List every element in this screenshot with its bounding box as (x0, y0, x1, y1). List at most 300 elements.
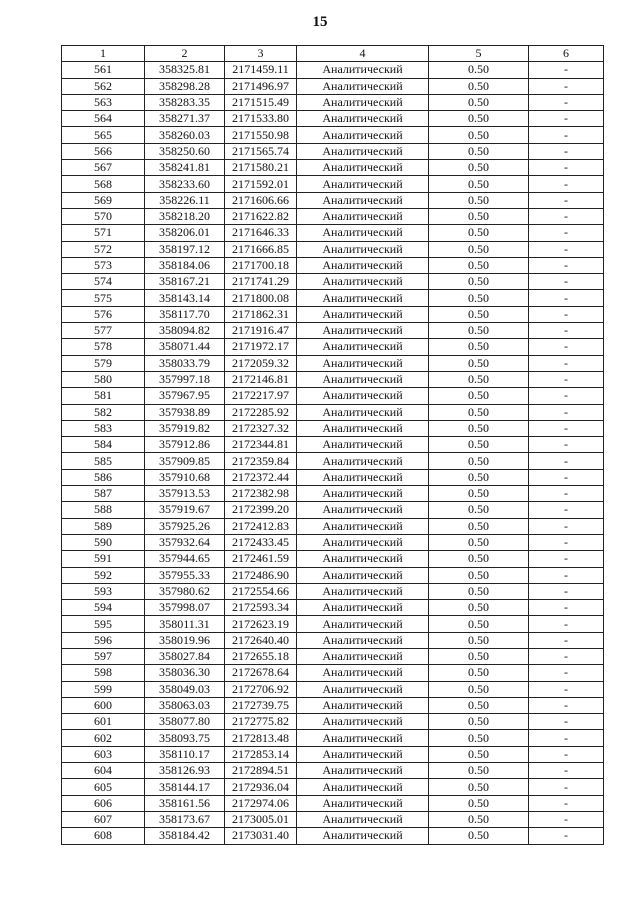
y-coordinate-cell: 2172327.32 (225, 420, 297, 436)
x-coordinate-cell: 358173.67 (145, 811, 225, 827)
x-coordinate-cell: 358184.06 (145, 257, 225, 273)
y-coordinate-cell: 2171622.82 (225, 208, 297, 224)
method-cell: Аналитический (297, 551, 429, 567)
y-coordinate-cell: 2171700.18 (225, 257, 297, 273)
accuracy-cell: 0.50 (429, 551, 529, 567)
page-number: 15 (312, 14, 328, 30)
accuracy-cell: 0.50 (429, 355, 529, 371)
x-coordinate-cell: 358197.12 (145, 241, 225, 257)
note-cell: - (529, 225, 604, 241)
note-cell: - (529, 469, 604, 485)
method-cell: Аналитический (297, 111, 429, 127)
method-cell: Аналитический (297, 94, 429, 110)
y-coordinate-cell: 2171533.80 (225, 111, 297, 127)
note-cell: - (529, 518, 604, 534)
note-cell: - (529, 143, 604, 159)
note-cell: - (529, 811, 604, 827)
table-row (62, 420, 604, 436)
note-cell: - (529, 437, 604, 453)
point-number-cell: 596 (62, 632, 145, 648)
x-coordinate-cell: 358011.31 (145, 616, 225, 632)
y-coordinate-cell: 2172706.92 (225, 681, 297, 697)
point-number-cell: 581 (62, 388, 145, 404)
table-row (62, 78, 604, 94)
point-number-cell: 566 (62, 143, 145, 159)
x-coordinate-cell: 358019.96 (145, 632, 225, 648)
note-cell: - (529, 486, 604, 502)
note-cell: - (529, 323, 604, 339)
x-coordinate-cell: 358226.11 (145, 192, 225, 208)
method-cell: Аналитический (297, 371, 429, 387)
y-coordinate-cell: 2171580.21 (225, 160, 297, 176)
accuracy-cell: 0.50 (429, 192, 529, 208)
x-coordinate-cell: 358036.30 (145, 665, 225, 681)
accuracy-cell: 0.50 (429, 160, 529, 176)
table-row (62, 697, 604, 713)
y-coordinate-cell: 2172640.40 (225, 632, 297, 648)
column-header: 5 (429, 46, 529, 62)
x-coordinate-cell: 357967.95 (145, 388, 225, 404)
point-number-cell: 589 (62, 518, 145, 534)
column-header: 1 (62, 46, 145, 62)
accuracy-cell: 0.50 (429, 274, 529, 290)
x-coordinate-cell: 358184.42 (145, 828, 225, 844)
point-number-cell: 592 (62, 567, 145, 583)
x-coordinate-cell: 358283.35 (145, 94, 225, 110)
y-coordinate-cell: 2171550.98 (225, 127, 297, 143)
table-row (62, 600, 604, 616)
method-cell: Аналитический (297, 779, 429, 795)
method-cell: Аналитический (297, 746, 429, 762)
y-coordinate-cell: 2172678.64 (225, 665, 297, 681)
point-number-cell: 570 (62, 208, 145, 224)
table-row (62, 143, 604, 159)
y-coordinate-cell: 2171606.66 (225, 192, 297, 208)
note-cell: - (529, 192, 604, 208)
point-number-cell: 607 (62, 811, 145, 827)
method-cell: Аналитический (297, 143, 429, 159)
accuracy-cell: 0.50 (429, 388, 529, 404)
method-cell: Аналитический (297, 453, 429, 469)
table-row (62, 62, 604, 78)
table-row (62, 192, 604, 208)
point-number-cell: 575 (62, 290, 145, 306)
y-coordinate-cell: 2171565.74 (225, 143, 297, 159)
accuracy-cell: 0.50 (429, 94, 529, 110)
x-coordinate-cell: 357932.64 (145, 534, 225, 550)
accuracy-cell: 0.50 (429, 583, 529, 599)
x-coordinate-cell: 357912.86 (145, 437, 225, 453)
accuracy-cell: 0.50 (429, 518, 529, 534)
column-header: 2 (145, 46, 225, 62)
table-row (62, 795, 604, 811)
point-number-cell: 561 (62, 62, 145, 78)
point-number-cell: 583 (62, 420, 145, 436)
note-cell: - (529, 127, 604, 143)
accuracy-cell: 0.50 (429, 648, 529, 664)
point-number-cell: 563 (62, 94, 145, 110)
table-row (62, 534, 604, 550)
x-coordinate-cell: 358071.44 (145, 339, 225, 355)
accuracy-cell: 0.50 (429, 534, 529, 550)
y-coordinate-cell: 2172372.44 (225, 469, 297, 485)
x-coordinate-cell: 358093.75 (145, 730, 225, 746)
point-number-cell: 582 (62, 404, 145, 420)
x-coordinate-cell: 358033.79 (145, 355, 225, 371)
table-row (62, 567, 604, 583)
table-row (62, 518, 604, 534)
point-number-cell: 593 (62, 583, 145, 599)
y-coordinate-cell: 2171496.97 (225, 78, 297, 94)
accuracy-cell: 0.50 (429, 437, 529, 453)
point-number-cell: 588 (62, 502, 145, 518)
y-coordinate-cell: 2172739.75 (225, 697, 297, 713)
x-coordinate-cell: 357909.85 (145, 453, 225, 469)
point-number-cell: 564 (62, 111, 145, 127)
accuracy-cell: 0.50 (429, 502, 529, 518)
accuracy-cell: 0.50 (429, 632, 529, 648)
method-cell: Аналитический (297, 306, 429, 322)
note-cell: - (529, 681, 604, 697)
table-row (62, 437, 604, 453)
x-coordinate-cell: 357913.53 (145, 486, 225, 502)
note-cell: - (529, 420, 604, 436)
point-number-cell: 576 (62, 306, 145, 322)
x-coordinate-cell: 358271.37 (145, 111, 225, 127)
y-coordinate-cell: 2172593.34 (225, 600, 297, 616)
accuracy-cell: 0.50 (429, 811, 529, 827)
note-cell: - (529, 795, 604, 811)
table-header-row (62, 46, 604, 62)
x-coordinate-cell: 357919.67 (145, 502, 225, 518)
note-cell: - (529, 583, 604, 599)
point-number-cell: 572 (62, 241, 145, 257)
column-header: 3 (225, 46, 297, 62)
table-row (62, 453, 604, 469)
accuracy-cell: 0.50 (429, 828, 529, 844)
point-number-cell: 578 (62, 339, 145, 355)
y-coordinate-cell: 2172344.81 (225, 437, 297, 453)
x-coordinate-cell: 358167.21 (145, 274, 225, 290)
point-number-cell: 591 (62, 551, 145, 567)
method-cell: Аналитический (297, 208, 429, 224)
accuracy-cell: 0.50 (429, 323, 529, 339)
method-cell: Аналитический (297, 339, 429, 355)
x-coordinate-cell: 357998.07 (145, 600, 225, 616)
note-cell: - (529, 648, 604, 664)
point-number-cell: 584 (62, 437, 145, 453)
note-cell: - (529, 665, 604, 681)
table-row (62, 225, 604, 241)
method-cell: Аналитический (297, 323, 429, 339)
x-coordinate-cell: 358241.81 (145, 160, 225, 176)
method-cell: Аналитический (297, 697, 429, 713)
table-row (62, 665, 604, 681)
note-cell: - (529, 632, 604, 648)
accuracy-cell: 0.50 (429, 567, 529, 583)
table-row (62, 811, 604, 827)
point-number-cell: 567 (62, 160, 145, 176)
table-row (62, 127, 604, 143)
accuracy-cell: 0.50 (429, 290, 529, 306)
accuracy-cell: 0.50 (429, 746, 529, 762)
method-cell: Аналитический (297, 160, 429, 176)
table-row (62, 648, 604, 664)
method-cell: Аналитический (297, 274, 429, 290)
y-coordinate-cell: 2172894.51 (225, 763, 297, 779)
point-number-cell: 598 (62, 665, 145, 681)
accuracy-cell: 0.50 (429, 127, 529, 143)
accuracy-cell: 0.50 (429, 697, 529, 713)
point-number-cell: 603 (62, 746, 145, 762)
table-row (62, 828, 604, 844)
method-cell: Аналитический (297, 127, 429, 143)
method-cell: Аналитический (297, 290, 429, 306)
note-cell: - (529, 779, 604, 795)
point-number-cell: 602 (62, 730, 145, 746)
x-coordinate-cell: 358298.28 (145, 78, 225, 94)
method-cell: Аналитический (297, 404, 429, 420)
table-row (62, 241, 604, 257)
accuracy-cell: 0.50 (429, 486, 529, 502)
note-cell: - (529, 697, 604, 713)
y-coordinate-cell: 2172433.45 (225, 534, 297, 550)
note-cell: - (529, 763, 604, 779)
table-row (62, 339, 604, 355)
point-number-cell: 571 (62, 225, 145, 241)
note-cell: - (529, 600, 604, 616)
y-coordinate-cell: 2171862.31 (225, 306, 297, 322)
note-cell: - (529, 616, 604, 632)
point-number-cell: 587 (62, 486, 145, 502)
point-number-cell: 590 (62, 534, 145, 550)
note-cell: - (529, 567, 604, 583)
column-header: 6 (529, 46, 604, 62)
point-number-cell: 586 (62, 469, 145, 485)
note-cell: - (529, 453, 604, 469)
method-cell: Аналитический (297, 469, 429, 485)
accuracy-cell: 0.50 (429, 208, 529, 224)
method-cell: Аналитический (297, 176, 429, 192)
note-cell: - (529, 208, 604, 224)
y-coordinate-cell: 2172461.59 (225, 551, 297, 567)
point-number-cell: 599 (62, 681, 145, 697)
y-coordinate-cell: 2172853.14 (225, 746, 297, 762)
accuracy-cell: 0.50 (429, 665, 529, 681)
table-body (62, 62, 604, 844)
note-cell: - (529, 274, 604, 290)
y-coordinate-cell: 2172412.83 (225, 518, 297, 534)
y-coordinate-cell: 2171646.33 (225, 225, 297, 241)
table-row (62, 616, 604, 632)
x-coordinate-cell: 358233.60 (145, 176, 225, 192)
x-coordinate-cell: 358161.56 (145, 795, 225, 811)
method-cell: Аналитический (297, 534, 429, 550)
method-cell: Аналитический (297, 600, 429, 616)
method-cell: Аналитический (297, 828, 429, 844)
table-row (62, 290, 604, 306)
accuracy-cell: 0.50 (429, 763, 529, 779)
note-cell: - (529, 241, 604, 257)
point-number-cell: 569 (62, 192, 145, 208)
y-coordinate-cell: 2171459.11 (225, 62, 297, 78)
y-coordinate-cell: 2171972.17 (225, 339, 297, 355)
table-row (62, 714, 604, 730)
x-coordinate-cell: 358063.03 (145, 697, 225, 713)
table-row (62, 111, 604, 127)
column-header: 4 (297, 46, 429, 62)
y-coordinate-cell: 2172974.06 (225, 795, 297, 811)
table-row (62, 746, 604, 762)
method-cell: Аналитический (297, 241, 429, 257)
x-coordinate-cell: 357955.33 (145, 567, 225, 583)
y-coordinate-cell: 2171741.29 (225, 274, 297, 290)
table-row (62, 257, 604, 273)
y-coordinate-cell: 2172217.97 (225, 388, 297, 404)
accuracy-cell: 0.50 (429, 111, 529, 127)
x-coordinate-cell: 358260.03 (145, 127, 225, 143)
table-row (62, 632, 604, 648)
method-cell: Аналитический (297, 225, 429, 241)
point-number-cell: 597 (62, 648, 145, 664)
accuracy-cell: 0.50 (429, 225, 529, 241)
table-row (62, 469, 604, 485)
method-cell: Аналитический (297, 811, 429, 827)
table-row (62, 730, 604, 746)
point-number-cell: 568 (62, 176, 145, 192)
y-coordinate-cell: 2172775.82 (225, 714, 297, 730)
table-row (62, 160, 604, 176)
table-row (62, 486, 604, 502)
table-row (62, 355, 604, 371)
x-coordinate-cell: 357944.65 (145, 551, 225, 567)
point-number-cell: 595 (62, 616, 145, 632)
point-number-cell: 606 (62, 795, 145, 811)
y-coordinate-cell: 2172813.48 (225, 730, 297, 746)
method-cell: Аналитический (297, 355, 429, 371)
y-coordinate-cell: 2172059.32 (225, 355, 297, 371)
accuracy-cell: 0.50 (429, 779, 529, 795)
note-cell: - (529, 306, 604, 322)
note-cell: - (529, 62, 604, 78)
coordinates-table (61, 45, 604, 845)
accuracy-cell: 0.50 (429, 241, 529, 257)
table-row (62, 551, 604, 567)
accuracy-cell: 0.50 (429, 62, 529, 78)
method-cell: Аналитический (297, 502, 429, 518)
x-coordinate-cell: 358325.81 (145, 62, 225, 78)
x-coordinate-cell: 358077.80 (145, 714, 225, 730)
point-number-cell: 562 (62, 78, 145, 94)
point-number-cell: 605 (62, 779, 145, 795)
accuracy-cell: 0.50 (429, 730, 529, 746)
x-coordinate-cell: 358117.70 (145, 306, 225, 322)
x-coordinate-cell: 357938.89 (145, 404, 225, 420)
table-row (62, 371, 604, 387)
y-coordinate-cell: 2172399.20 (225, 502, 297, 518)
y-coordinate-cell: 2171666.85 (225, 241, 297, 257)
note-cell: - (529, 290, 604, 306)
point-number-cell: 579 (62, 355, 145, 371)
point-number-cell: 577 (62, 323, 145, 339)
method-cell: Аналитический (297, 648, 429, 664)
x-coordinate-cell: 358094.82 (145, 323, 225, 339)
accuracy-cell: 0.50 (429, 78, 529, 94)
table-row (62, 176, 604, 192)
note-cell: - (529, 551, 604, 567)
point-number-cell: 565 (62, 127, 145, 143)
table-row (62, 763, 604, 779)
y-coordinate-cell: 2173031.40 (225, 828, 297, 844)
y-coordinate-cell: 2173005.01 (225, 811, 297, 827)
accuracy-cell: 0.50 (429, 371, 529, 387)
x-coordinate-cell: 357919.82 (145, 420, 225, 436)
method-cell: Аналитический (297, 388, 429, 404)
y-coordinate-cell: 2172382.98 (225, 486, 297, 502)
x-coordinate-cell: 357910.68 (145, 469, 225, 485)
method-cell: Аналитический (297, 632, 429, 648)
accuracy-cell: 0.50 (429, 616, 529, 632)
x-coordinate-cell: 358027.84 (145, 648, 225, 664)
method-cell: Аналитический (297, 62, 429, 78)
point-number-cell: 594 (62, 600, 145, 616)
table-row (62, 502, 604, 518)
y-coordinate-cell: 2172554.66 (225, 583, 297, 599)
note-cell: - (529, 388, 604, 404)
note-cell: - (529, 78, 604, 94)
note-cell: - (529, 714, 604, 730)
table-row (62, 306, 604, 322)
y-coordinate-cell: 2171592.01 (225, 176, 297, 192)
accuracy-cell: 0.50 (429, 404, 529, 420)
y-coordinate-cell: 2172655.18 (225, 648, 297, 664)
method-cell: Аналитический (297, 763, 429, 779)
method-cell: Аналитический (297, 420, 429, 436)
accuracy-cell: 0.50 (429, 339, 529, 355)
method-cell: Аналитический (297, 681, 429, 697)
accuracy-cell: 0.50 (429, 714, 529, 730)
x-coordinate-cell: 357980.62 (145, 583, 225, 599)
method-cell: Аналитический (297, 437, 429, 453)
x-coordinate-cell: 358049.03 (145, 681, 225, 697)
x-coordinate-cell: 358218.20 (145, 208, 225, 224)
x-coordinate-cell: 358110.17 (145, 746, 225, 762)
note-cell: - (529, 339, 604, 355)
x-coordinate-cell: 357925.26 (145, 518, 225, 534)
note-cell: - (529, 160, 604, 176)
accuracy-cell: 0.50 (429, 600, 529, 616)
table-row (62, 681, 604, 697)
method-cell: Аналитический (297, 714, 429, 730)
note-cell: - (529, 94, 604, 110)
method-cell: Аналитический (297, 518, 429, 534)
x-coordinate-cell: 357997.18 (145, 371, 225, 387)
accuracy-cell: 0.50 (429, 681, 529, 697)
method-cell: Аналитический (297, 192, 429, 208)
note-cell: - (529, 534, 604, 550)
method-cell: Аналитический (297, 616, 429, 632)
x-coordinate-cell: 358144.17 (145, 779, 225, 795)
accuracy-cell: 0.50 (429, 143, 529, 159)
note-cell: - (529, 257, 604, 273)
table-row (62, 583, 604, 599)
y-coordinate-cell: 2171916.47 (225, 323, 297, 339)
point-number-cell: 573 (62, 257, 145, 273)
note-cell: - (529, 502, 604, 518)
table-row (62, 404, 604, 420)
table-row (62, 388, 604, 404)
table-row (62, 779, 604, 795)
